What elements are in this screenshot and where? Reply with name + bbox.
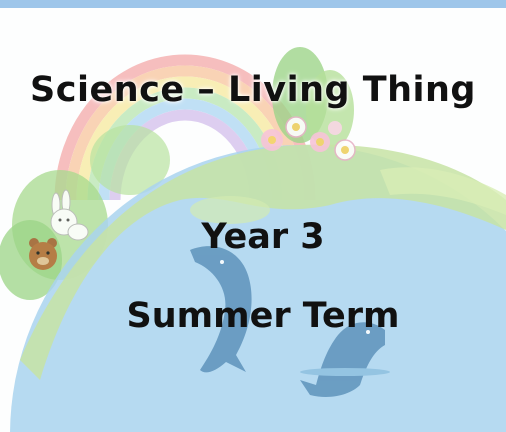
term-label: Summer Term [126, 296, 400, 336]
slide-title: Science – Living Thing [30, 70, 476, 110]
year-label: Year 3 [201, 217, 325, 257]
